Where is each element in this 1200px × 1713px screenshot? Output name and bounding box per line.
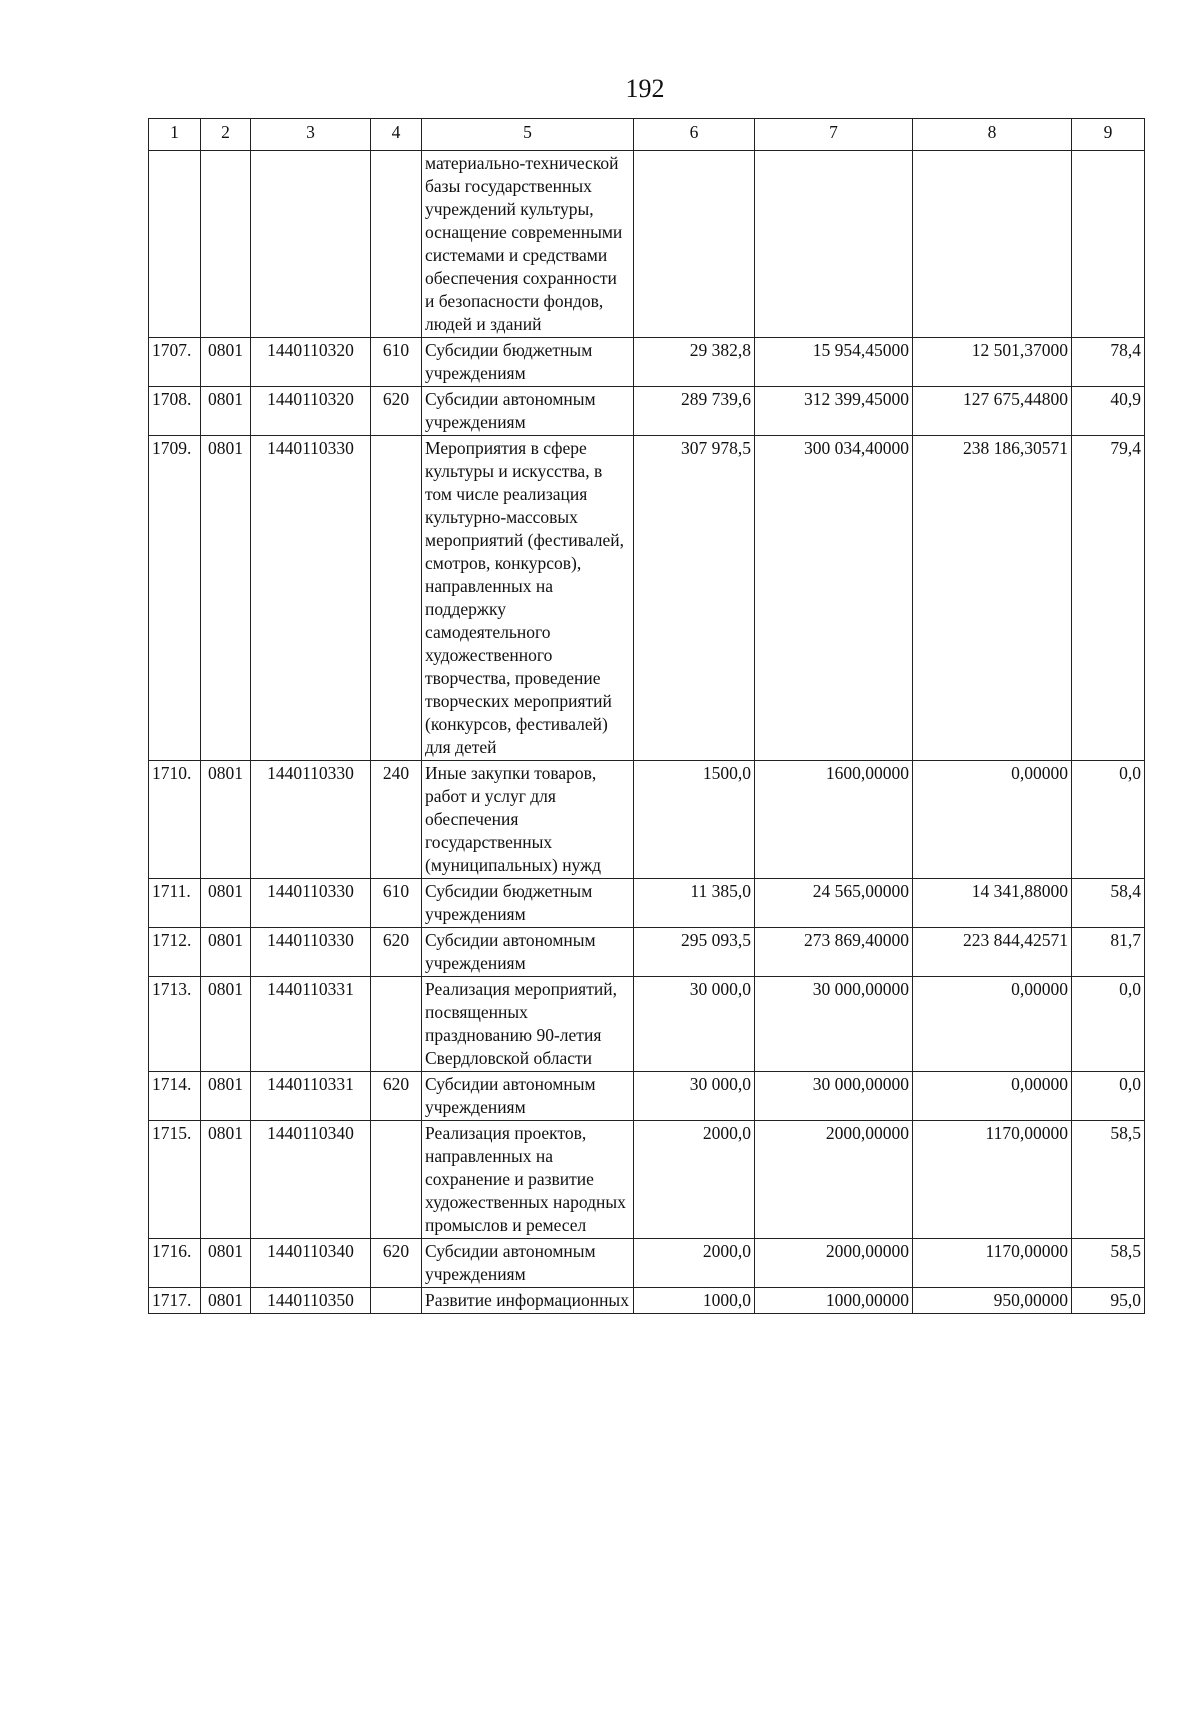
row-number: 1713. <box>149 977 201 1072</box>
target-code: 1440110320 <box>251 387 371 436</box>
row-number: 1716. <box>149 1239 201 1288</box>
item-name: Субсидии автономным учреждениям <box>422 1072 634 1121</box>
expense-type: 610 <box>371 879 422 928</box>
expense-type <box>371 436 422 761</box>
page-number: 192 <box>625 74 665 103</box>
percent-value: 58,5 <box>1072 1239 1145 1288</box>
executed-value: 14 341,88000 <box>913 879 1072 928</box>
expense-type: 620 <box>371 1239 422 1288</box>
approved-value: 312 399,45000 <box>755 387 913 436</box>
row-number: 1714. <box>149 1072 201 1121</box>
percent-value: 58,5 <box>1072 1121 1145 1239</box>
percent-value: 0,0 <box>1072 977 1145 1072</box>
column-header: 9 <box>1072 119 1145 151</box>
target-code: 1440110330 <box>251 928 371 977</box>
table-row <box>149 977 1145 1072</box>
plan-value: 29 382,8 <box>634 338 755 387</box>
target-code: 1440110330 <box>251 761 371 879</box>
executed-value: 223 844,42571 <box>913 928 1072 977</box>
column-header: 6 <box>634 119 755 151</box>
section-code <box>201 151 251 338</box>
executed-value: 0,00000 <box>913 977 1072 1072</box>
section-code: 0801 <box>201 1072 251 1121</box>
row-number: 1708. <box>149 387 201 436</box>
column-header: 5 <box>422 119 634 151</box>
approved-value: 15 954,45000 <box>755 338 913 387</box>
table-row <box>149 1121 1145 1239</box>
column-header: 8 <box>913 119 1072 151</box>
percent-value: 58,4 <box>1072 879 1145 928</box>
percent-value: 0,0 <box>1072 1072 1145 1121</box>
column-header: 2 <box>201 119 251 151</box>
item-name: материально-технической базы государственных учреждений культуры, оснащение современными системами и средствами обеспечения сохранности и безопасности фондов, людей и зданий <box>422 151 634 338</box>
item-name: Субсидии бюджетным учреждениям <box>422 879 634 928</box>
target-code <box>251 151 371 338</box>
approved-value: 300 034,40000 <box>755 436 913 761</box>
expense-type: 620 <box>371 1072 422 1121</box>
expense-type <box>371 977 422 1072</box>
approved-value: 2000,00000 <box>755 1239 913 1288</box>
target-code: 1440110320 <box>251 338 371 387</box>
approved-value: 24 565,00000 <box>755 879 913 928</box>
table-row <box>149 338 1145 387</box>
table-row <box>149 436 1145 761</box>
row-number: 1709. <box>149 436 201 761</box>
item-name: Иные закупки товаров, работ и услуг для обеспечения государственных (муниципальных) нужд <box>422 761 634 879</box>
row-number <box>149 151 201 338</box>
table-row <box>149 1288 1145 1314</box>
section-code: 0801 <box>201 387 251 436</box>
plan-value: 1000,0 <box>634 1288 755 1314</box>
percent-value: 40,9 <box>1072 387 1145 436</box>
item-name: Мероприятия в сфере культуры и искусства, в том числе реализация культурно-массовых мероприятий (фестивалей, смотров, конкурсов), направленных на поддержку самодеятельного художественного творчества, проведение творческих мероприятий (конкурсов, фестивалей) для детей <box>422 436 634 761</box>
row-number: 1715. <box>149 1121 201 1239</box>
target-code: 1440110340 <box>251 1121 371 1239</box>
item-name: Субсидии автономным учреждениям <box>422 1239 634 1288</box>
approved-value: 30 000,00000 <box>755 977 913 1072</box>
item-name: Развитие информационных <box>422 1288 634 1314</box>
item-name: Субсидии автономным учреждениям <box>422 928 634 977</box>
expense-type <box>371 1121 422 1239</box>
header-row <box>149 119 1145 151</box>
table-row <box>149 387 1145 436</box>
table-row <box>149 928 1145 977</box>
percent-value: 79,4 <box>1072 436 1145 761</box>
percent-value: 95,0 <box>1072 1288 1145 1314</box>
item-name: Субсидии автономным учреждениям <box>422 387 634 436</box>
approved-value <box>755 151 913 338</box>
plan-value: 307 978,5 <box>634 436 755 761</box>
expense-type: 610 <box>371 338 422 387</box>
plan-value: 289 739,6 <box>634 387 755 436</box>
row-number: 1710. <box>149 761 201 879</box>
table-row <box>149 879 1145 928</box>
approved-value: 2000,00000 <box>755 1121 913 1239</box>
section-code: 0801 <box>201 338 251 387</box>
plan-value: 30 000,0 <box>634 977 755 1072</box>
row-number: 1711. <box>149 879 201 928</box>
executed-value: 1170,00000 <box>913 1121 1072 1239</box>
approved-value: 30 000,00000 <box>755 1072 913 1121</box>
expense-type <box>371 151 422 338</box>
percent-value: 0,0 <box>1072 761 1145 879</box>
row-number: 1717. <box>149 1288 201 1314</box>
section-code: 0801 <box>201 1239 251 1288</box>
approved-value: 1600,00000 <box>755 761 913 879</box>
section-code: 0801 <box>201 436 251 761</box>
expense-type: 240 <box>371 761 422 879</box>
approved-value: 273 869,40000 <box>755 928 913 977</box>
plan-value: 2000,0 <box>634 1239 755 1288</box>
column-header: 7 <box>755 119 913 151</box>
percent-value <box>1072 151 1145 338</box>
approved-value: 1000,00000 <box>755 1288 913 1314</box>
executed-value <box>913 151 1072 338</box>
table-row <box>149 151 1145 338</box>
expense-type: 620 <box>371 387 422 436</box>
target-code: 1440110330 <box>251 879 371 928</box>
percent-value: 78,4 <box>1072 338 1145 387</box>
plan-value: 2000,0 <box>634 1121 755 1239</box>
executed-value: 127 675,44800 <box>913 387 1072 436</box>
section-code: 0801 <box>201 928 251 977</box>
target-code: 1440110330 <box>251 436 371 761</box>
target-code: 1440110331 <box>251 977 371 1072</box>
expense-type: 620 <box>371 928 422 977</box>
executed-value: 0,00000 <box>913 1072 1072 1121</box>
expense-type <box>371 1288 422 1314</box>
target-code: 1440110340 <box>251 1239 371 1288</box>
row-number: 1707. <box>149 338 201 387</box>
table-row <box>149 1239 1145 1288</box>
column-header: 1 <box>149 119 201 151</box>
plan-value: 11 385,0 <box>634 879 755 928</box>
table-row <box>149 1072 1145 1121</box>
item-name: Реализация проектов, направленных на сохранение и развитие художественных народных промыслов и ремесел <box>422 1121 634 1239</box>
executed-value: 12 501,37000 <box>913 338 1072 387</box>
section-code: 0801 <box>201 761 251 879</box>
row-number: 1712. <box>149 928 201 977</box>
budget-table <box>148 118 1145 1314</box>
percent-value: 81,7 <box>1072 928 1145 977</box>
section-code: 0801 <box>201 879 251 928</box>
section-code: 0801 <box>201 1288 251 1314</box>
section-code: 0801 <box>201 1121 251 1239</box>
column-header: 3 <box>251 119 371 151</box>
plan-value <box>634 151 755 338</box>
executed-value: 238 186,30571 <box>913 436 1072 761</box>
executed-value: 1170,00000 <box>913 1239 1072 1288</box>
table-row <box>149 761 1145 879</box>
item-name: Реализация мероприятий, посвященных празднованию 90-летия Свердловской области <box>422 977 634 1072</box>
item-name: Субсидии бюджетным учреждениям <box>422 338 634 387</box>
column-header: 4 <box>371 119 422 151</box>
section-code: 0801 <box>201 977 251 1072</box>
target-code: 1440110331 <box>251 1072 371 1121</box>
plan-value: 1500,0 <box>634 761 755 879</box>
plan-value: 295 093,5 <box>634 928 755 977</box>
executed-value: 950,00000 <box>913 1288 1072 1314</box>
plan-value: 30 000,0 <box>634 1072 755 1121</box>
executed-value: 0,00000 <box>913 761 1072 879</box>
target-code: 1440110350 <box>251 1288 371 1314</box>
